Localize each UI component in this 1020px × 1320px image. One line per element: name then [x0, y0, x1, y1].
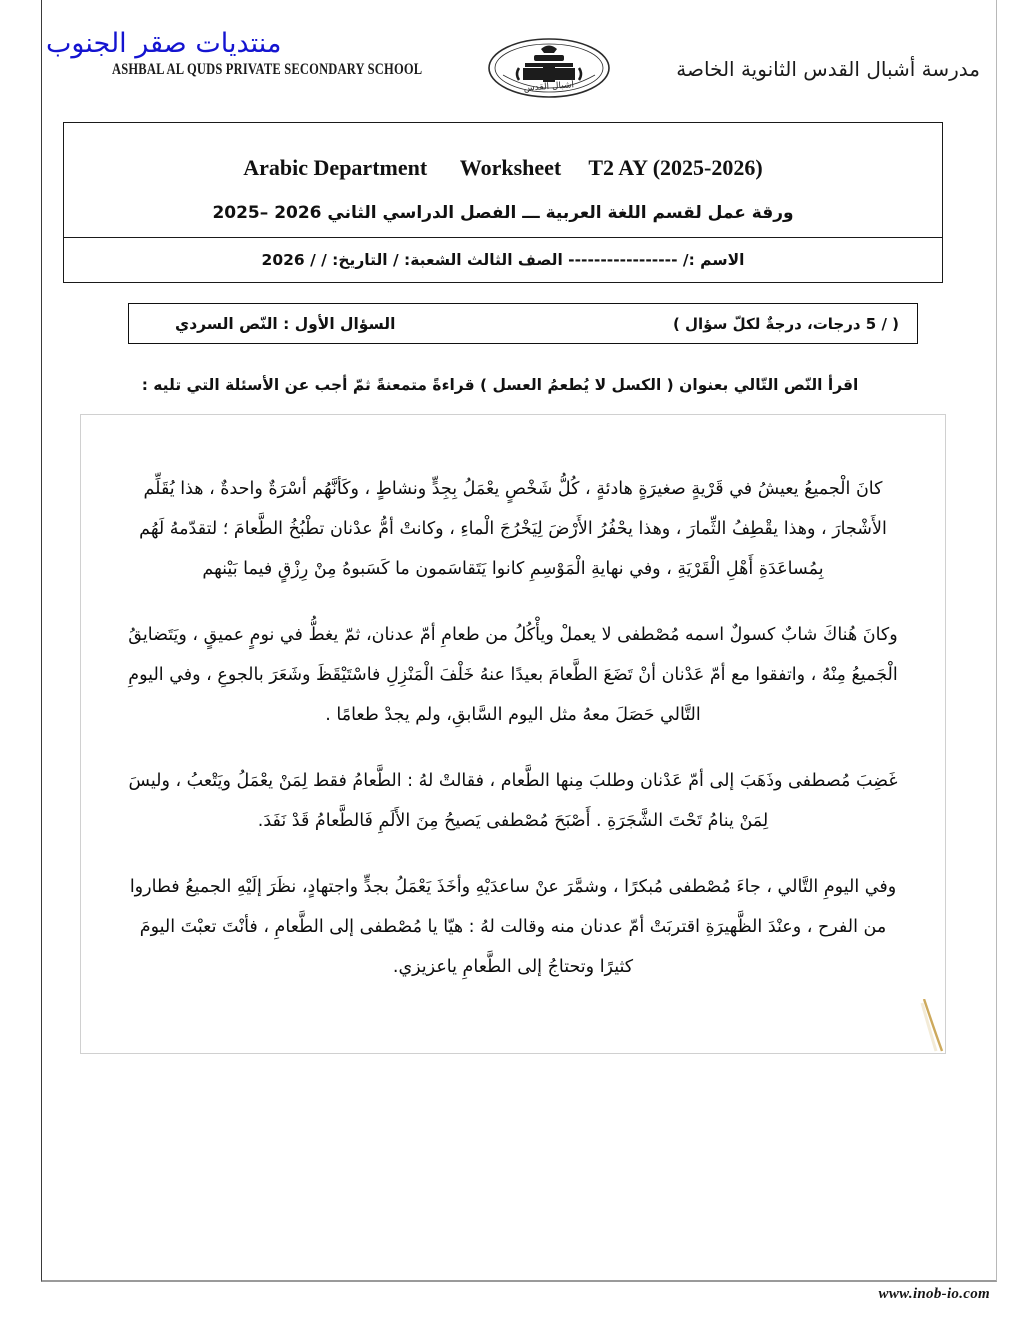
passage-paragraph-1: كانَ الْجميعُ يعيشُ في قَرْيةٍ صغيرَةٍ هادئةٍ ، كُلُّ شَخْصٍ يعْمَلُ بِجِدٍّ ونشاطٍ ، وكَأنَّهُم أسْرَةٌ واحدةٌ ، هذا يُقَلِّم الأَشْجارَ ، وهذا يقْطِفُ الثِّمارَ ، وهذا يحْفُرُ الأَرْضَ لِيَخْرُجَ الْماءِ ، وكانتْ أمُّ عدْنان تطْبُخُ الطَّعامَ ؛ لتقدّمهُ لَهُم بِمُساعَدَةِ أَهْلِ الْقَرْيَةِ ، وفي نهايةِ الْمَوْسِمِ كانوا يَتَقاسَمون ما كَسَبوهُ مِنْ رِزْقٍ فيما بَيْنهم	[139, 479, 887, 579]
school-name-en: ASHBAL AL QUDS PRIVATE SECONDARY SCHOOL	[112, 59, 423, 78]
name-class-date-line: الاسم :/ ----------------- الصف الثالث الشعبة: / التاريخ: / / 2026	[261, 251, 745, 269]
forum-watermark: منتديات صقر الجنوب	[46, 28, 282, 59]
reading-instruction: اقرأ النّص التّالي بعنوان ( الكسل لا يُطعمُ العسل ) قراءةً متمعنةً ثمّ أجب عن الأسئلة التي تليه :	[141, 376, 859, 394]
student-info-row	[64, 237, 942, 282]
title-english: Arabic Department Worksheet T2 AY (2025-2026)	[243, 155, 763, 180]
passage-paragraph-3: غَضِبَ مُصطفى وذَهَبَ إلى أمّ عَدْنان وطلبَ مِنها الطَّعام ، فقالتْ لهُ : الطَّعامُ فقط لِمَنْ يعْمَلُ ويَتْعبُ ، وليسَ لِمَنْ ينامُ تَحْتَ الشَّجَرَةِ . أَصْبَحَ مُصْطفى يَصيحُ مِنَ الأَلَمِ فَالطَّعامُ قَدْ نَفَدَ.	[128, 771, 898, 831]
title-arabic: ورقة عمل لقسم اللغة العربية ـــ الفصل الدراسي الثاني 2026 –2025	[212, 203, 794, 223]
passage-textbox	[80, 414, 946, 1054]
passage-paragraph-2: وكانَ هُناكَ شابٌ كسولٌ اسمه مُصْطفى لا يعملْ ويأْكُلُ من طعامِ أمّ عدنان، ثمّ يغطُّ في نومٍ عميقٍ ، ويَتَضايقُ الْجَميعُ مِنْهُ ، واتفقوا مع أمّ عَدْنان أنْ تَضَعَ الطَّعامَ بعيدًا عنهُ خَلْفَ الْمَنْزِلِ فاسْتَيْقَظَ وشَعَرَ بالجوعِ ، وفي اليومِ التَّالي حَصَلَ معهُ مثل اليوم السَّابقِ، ولم يجدْ طعامًا .	[128, 625, 898, 725]
question-one-title: السؤال الأول : النّص السردي	[175, 314, 396, 333]
logo-caption-text: أشبال القدس	[523, 80, 575, 94]
page-curl-decoration	[920, 999, 948, 1057]
title-box	[63, 122, 943, 283]
footer-website: www.inob-io.com	[878, 1286, 990, 1302]
school-name-ar: مدرسة أشبال القدس الثانوية الخاصة	[676, 57, 980, 81]
document-header	[42, 30, 996, 108]
question-one-marks: ( / 5 درجات، درجةٌ لكلّ سؤال )	[672, 314, 899, 333]
school-logo	[479, 35, 619, 103]
passage-paragraph-4: وفي اليومِ التَّالي ، جاءَ مُصْطفى مُبكرًا ، وشمَّرَ عنْ ساعدَيْهِ وأخَذَ يَعْمَلُ بجدٍّ واجتهادٍ، نظَرَ إلَيْهِ الجميعُ فطاروا من الفرح ، وعنْدَ الظَّهيرَةِ اقتربَتْ أمّ عدنان منه وقالت لهُ : هيّا يا مُصْطفى إلى الطَّعامِ ، فأنْتَ تعبْتَ اليومَ كثيرًا وتحتاجُ إلى الطَّعامِ ياعزيزي.	[129, 877, 897, 977]
question-one-banner	[128, 303, 918, 344]
